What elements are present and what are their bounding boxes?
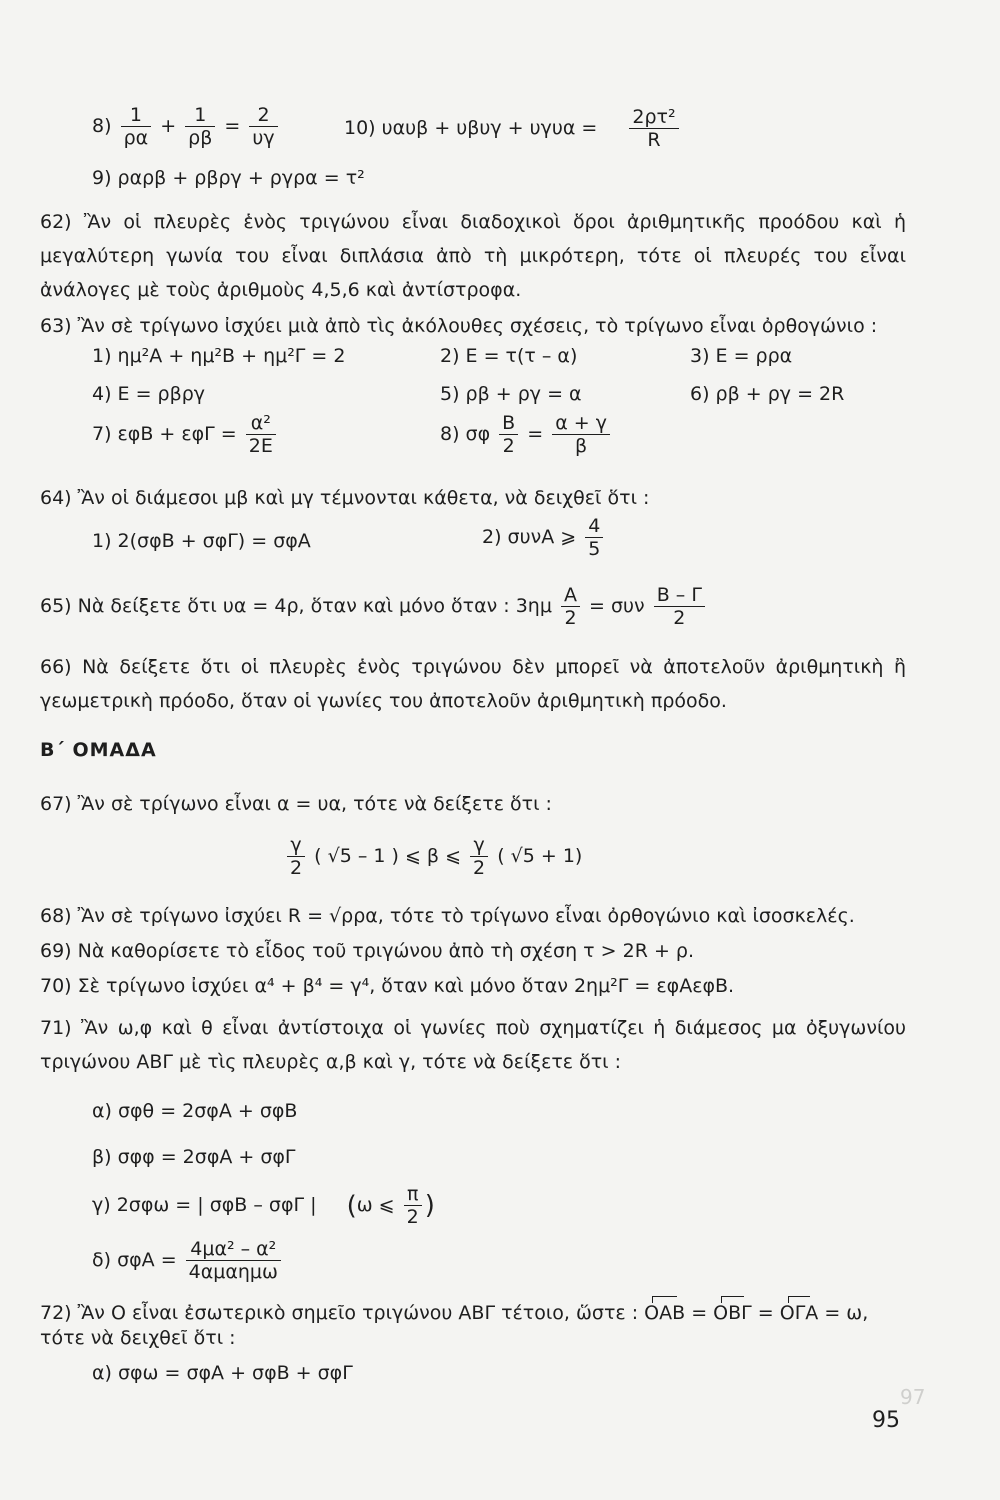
expression: 65) Νὰ δείξετε ὅτι υα = 4ρ, ὅταν καὶ μόνο ὅταν : 3ημ <box>40 595 552 617</box>
angle-oab: ΟΑΒ <box>644 1302 686 1324</box>
exercise-67-formula <box>284 834 582 879</box>
denominator: 2 <box>564 607 577 629</box>
exercise-71-item-d <box>92 1238 284 1283</box>
exercise-70: 70) Σὲ τρίγωνο ἰσχύει α⁴ + β⁴ = γ⁴, ὅταν καὶ μόνο ὅταν 2ημ²Γ = εφΑεφΒ. <box>40 975 735 997</box>
numerator: Α <box>561 584 580 607</box>
denominator: 2 <box>290 857 303 879</box>
denominator: 2 <box>502 435 515 457</box>
denominator: υγ <box>252 127 275 149</box>
numerator: γ <box>470 834 488 857</box>
operator: = <box>224 115 241 137</box>
denominator: 2Ε <box>248 435 273 457</box>
operator: = <box>757 1302 774 1324</box>
denominator: ρα <box>123 127 149 149</box>
formula-8 <box>92 104 281 149</box>
fraction <box>249 104 277 149</box>
exercise-66: 66) Νὰ δείξετε ὅτι οἱ πλευρὲς ἑνὸς τριγώνου δὲν μπορεῖ νὰ ἀποτελοῦν ἀριθμητικὴ ἢ γεωμετρικὴ πρόοδο, ὅταν οἱ γωνίες του ἀποτελοῦν ἀριθμητικὴ πρόοδο. <box>40 656 906 712</box>
exercise-71-item-c <box>92 1183 435 1228</box>
angle-oga: ΟΓΑ <box>779 1302 819 1324</box>
fraction <box>654 584 705 629</box>
fraction <box>186 1238 281 1283</box>
formula-10-lhs: υαυβ + υβυγ + υγυα = <box>381 117 598 139</box>
exercise-63-item-7 <box>92 412 279 457</box>
bleed-through-page-number: 97 <box>900 1385 926 1409</box>
numerator: γ <box>287 834 305 857</box>
paren-close: ) <box>424 1190 435 1221</box>
paren-open: ( <box>346 1190 357 1221</box>
numerator: Β <box>499 412 518 435</box>
expression: = συν <box>589 595 645 617</box>
formula-8-label: 8) <box>92 115 112 137</box>
expression: 2) συνΑ ⩾ <box>482 526 577 548</box>
exercise-63-item-3: 3) Ε = ρρα <box>690 345 793 367</box>
numerator: 2ρτ² <box>629 106 678 129</box>
fraction <box>561 584 580 629</box>
fraction <box>246 412 276 457</box>
exercise-64-item-1: 1) 2(σφΒ + σφΓ) = σφΑ <box>92 530 311 552</box>
numerator: 4 <box>585 515 603 538</box>
exercise-63-item-4: 4) Ε = ρβργ <box>92 383 206 405</box>
numerator: Β – Γ <box>654 584 705 607</box>
formula-10 <box>344 106 682 151</box>
exercise-63-intro: 63) Ἂν σὲ τρίγωνο ἰσχύει μιὰ ἀπὸ τὶς ἀκόλουθες σχέσεις, τὸ τρίγωνο εἶναι ὀρθογώνιο : <box>40 315 878 337</box>
exercise-72-item-a: α) σφω = σφΑ + σφΒ + σφΓ <box>92 1362 353 1384</box>
exercise-68: 68) Ἂν σὲ τρίγωνο ἰσχύει R = √ρρα, τότε τὸ τρίγωνο εἶναι ὀρθογώνιο καὶ ἰσοσκελές. <box>40 905 855 927</box>
fraction <box>499 412 518 457</box>
denominator: 2 <box>473 857 486 879</box>
expression: ( √5 + 1) <box>497 845 583 867</box>
exercise-64-item-2 <box>482 515 606 560</box>
exercise-72-intro <box>40 1300 868 1326</box>
denominator: 2 <box>673 607 686 629</box>
exercise-72-intro-continued: τότε νὰ δειχθεῖ ὅτι : <box>40 1327 236 1349</box>
exercise-71-item-b: β) σφφ = 2σφΑ + σφΓ <box>92 1146 296 1168</box>
fraction <box>287 834 305 879</box>
numerator: π <box>404 1183 422 1206</box>
numerator: α² <box>246 412 276 435</box>
expression: 8) σφ <box>440 423 491 445</box>
exercise-62: 62) Ἂν οἱ πλευρὲς ἑνὸς τριγώνου εἶναι διαδοχικοὶ ὅροι ἀριθμητικῆς προόδου καὶ ἡ μεγαλύτερη γωνία του εἶναι διπλάσια ἀπὸ τὴ μικρότερη, τότε οἱ πλευρές του εἶναι ἀνάλογες μὲ τοὺς ἀριθμοὺς 4,5,6 καὶ ἀντίστροφα. <box>40 211 906 301</box>
expression: δ) σφΑ = <box>92 1249 177 1271</box>
angle-obg: ΟΒΓ <box>713 1302 752 1324</box>
expression: = ω, <box>824 1302 869 1324</box>
operator: + <box>160 115 177 137</box>
exercise-63-item-5: 5) ρβ + ργ = α <box>440 383 582 405</box>
page-number: 95 <box>872 1408 900 1433</box>
expression: ( √5 – 1 ) ⩽ β ⩽ <box>314 845 461 867</box>
denominator: 4αμαημω <box>188 1261 278 1283</box>
expression: γ) 2σφω = | σφΒ – σφΓ | <box>92 1194 317 1216</box>
numerator: 1 <box>121 104 152 127</box>
exercise-64-intro: 64) Ἂν οἱ διάμεσοι μβ καὶ μγ τέμνονται κάθετα, νὰ δειχθεῖ ὅτι : <box>40 487 650 509</box>
fraction <box>121 104 152 149</box>
fraction <box>585 515 603 560</box>
fraction <box>185 104 215 149</box>
exercise-67-intro: 67) Ἂν σὲ τρίγωνο εἶναι α = υα, τότε νὰ δείξετε ὅτι : <box>40 793 552 815</box>
exercise-65 <box>40 584 708 629</box>
operator: = <box>691 1302 708 1324</box>
exercise-63-item-1: 1) ημ²Α + ημ²Β + ημ²Γ = 2 <box>92 345 346 367</box>
fraction <box>470 834 488 879</box>
denominator: 5 <box>588 538 601 560</box>
fraction <box>552 412 610 457</box>
formula-9: 9) ραρβ + ρβργ + ργρα = τ² <box>92 167 365 189</box>
numerator: 4μα² – α² <box>186 1238 281 1261</box>
exercise-69: 69) Νὰ καθορίσετε τὸ εἶδος τοῦ τριγώνου ἀπὸ τὴ σχέση τ > 2R + ρ. <box>40 940 695 962</box>
exercise-71-item-a: α) σφθ = 2σφΑ + σφΒ <box>92 1100 298 1122</box>
exercise-71-intro: 71) Ἂν ω,φ καὶ θ εἶναι ἀντίστοιχα οἱ γωνίες ποὺ σχηματίζει ἡ διάμεσος μα ὀξυγωνίου τριγώνου ΑΒΓ μὲ τὶς πλευρὲς α,β καὶ γ, τότε νὰ δείξετε ὅτι : <box>40 1017 906 1073</box>
denominator: ρβ <box>188 127 213 149</box>
exercise-63-item-2: 2) Ε = τ(τ – α) <box>440 345 578 367</box>
operator: = <box>527 423 544 445</box>
expression: 7) εφΒ + εφΓ = <box>92 423 237 445</box>
fraction <box>629 106 678 151</box>
numerator: α + γ <box>552 412 610 435</box>
exercise-63-item-6: 6) ρβ + ργ = 2R <box>690 383 845 405</box>
section-heading: Β΄ ΟΜΑΔΑ <box>40 739 157 761</box>
expression: ω ⩽ <box>356 1194 395 1216</box>
formula-10-label: 10) <box>344 117 376 139</box>
denominator: β <box>575 435 588 457</box>
denominator: 2 <box>406 1206 419 1228</box>
expression: 72) Ἂν Ο εἶναι ἐσωτερικὸ σημεῖο τριγώνου ΑΒΓ τέτοιο, ὥστε : <box>40 1302 639 1324</box>
fraction <box>404 1183 422 1228</box>
numerator: 2 <box>249 104 277 127</box>
exercise-63-item-8 <box>440 412 613 457</box>
denominator: R <box>647 129 661 151</box>
numerator: 1 <box>185 104 215 127</box>
